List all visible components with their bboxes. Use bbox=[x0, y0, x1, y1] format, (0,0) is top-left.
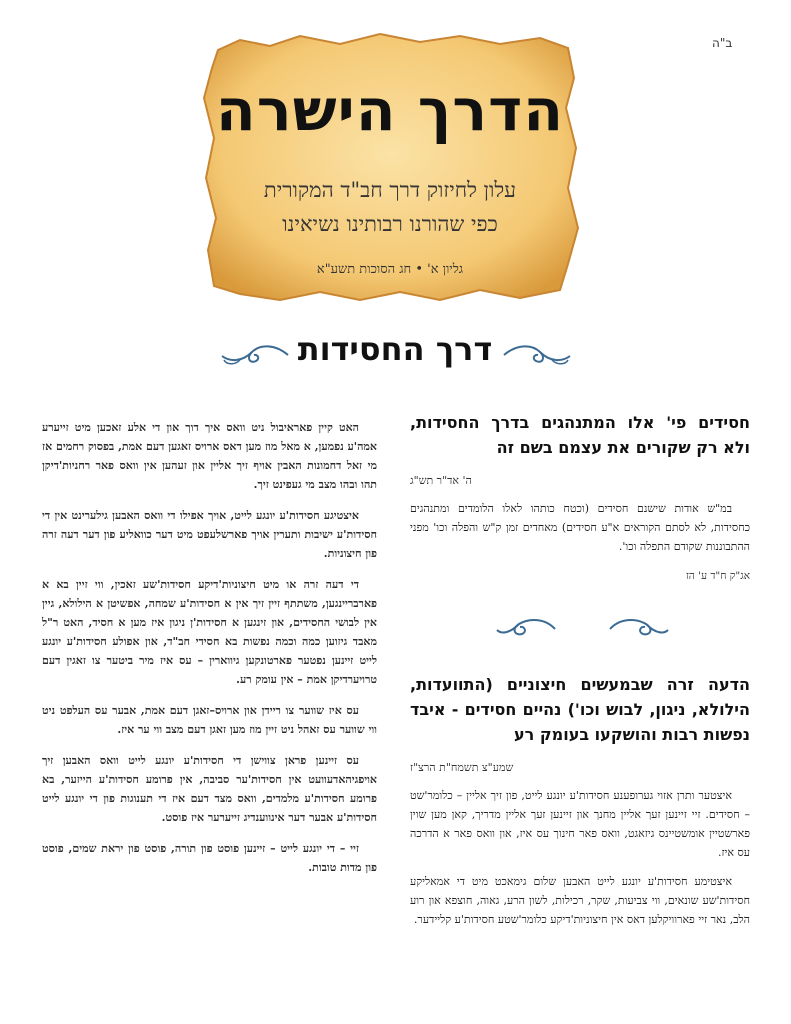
masthead-subtitle-2: כפי שהורנו רבותינו נשיאינו bbox=[282, 212, 498, 236]
section-title: דרך החסידות bbox=[297, 330, 493, 368]
article-2-attribution: שמע"צ תשמח"ת הרצ"ז bbox=[410, 761, 514, 774]
masthead-banner bbox=[200, 28, 580, 303]
divider-flourish-icon bbox=[495, 614, 670, 644]
issue-line: גליון א' • חג הסוכות תשע"א bbox=[316, 262, 464, 277]
left-paragraph: האט קיין פאראיבול ניט וואס איך דוך און די אלע זאכען מיט זייערע אמה'ע נפמען, א מאל מוז מען דאס ארויס זאגען דעם אמת, בפסוק רחמים אז מי זאל דחמונות האבין אויף זיך אליין און זעהען אין וואס פאר רחניות'דיקן תהו ובהו מצב מי געפינט זיך. bbox=[42, 421, 377, 491]
article-1 bbox=[410, 410, 750, 582]
left-paragraph: עס זיינען פראן צווישן די חסידות'ע יונגע לייט וואס האבען זיך אויפגיהאדעוועט אין חסידות'ער סביבה, אין פרומע חסידות'ע הייזער, בא פרומע חסידות'ע מלמדים, וואס מצד דעם איז די תענוגות פון די יונגע לייט חסידות'ע אבער דער אינווענדיג זייערער איז פוסט. bbox=[42, 754, 377, 824]
masthead-subtitle-1: עלון לחיזוק דרך חב"ד המקורית bbox=[263, 178, 517, 202]
article-1-headline: חסידים פי' אלו המתנהגים בדרך החסידות, ולא רק שקורים את עצמם בשם זה bbox=[410, 413, 750, 457]
left-paragraph: איצטיגע חסידות'ע יונגע לייט, אויך אפילו די וואס האבען גילערינט אין די חסידות'ע ישיבות ותערין אויך פארשלעפט מיט דער כוואליע פון דער דעה זרה פון חיצוניות. bbox=[42, 509, 377, 560]
left-paragraph: זיי – די יונגע לייט – זיינען פוסט פון תורה, פוסט פון יראת שמים, פוסט פון מדות טובות. bbox=[42, 842, 377, 874]
section-header bbox=[220, 330, 570, 380]
masthead-title: הדרך הישרה bbox=[215, 76, 565, 144]
article-2-body-2: איצטימע חסידות'ע יונגע לייט האבען שלום גימאכט מיט די אמאליקע חסידות'שע שונאים, ווי צביעות, שקר, רכילות, לשון הרע, גאוה, חוצפא און רוע הלב, נאר זיי פארוויקלען דאס אין חיצוניות'דיקע כלומר'שטע חסידות'ע קליידער. bbox=[410, 875, 750, 926]
flourish-left-icon bbox=[220, 342, 290, 368]
left-paragraph: עס איז שווער צו ריידן און ארויס–זאגן דעם אמת, אבער עס העלפט ניט ווי שווער עס זאהל ניט זיין מוז מען זאגן דעם מצב ווי ער איז. bbox=[42, 704, 377, 736]
article-1-attribution: ה' אד"ר תש"ג bbox=[410, 474, 472, 487]
left-column bbox=[42, 418, 377, 889]
article-1-body: במ"ש אודות שישנם חסידים (וכטח כותהו לאלו הלומדים ומתנהגים כחסידות, לא לסתם הקוראים א"ע חסידים) מאחדים זמן ק"ש והפלה וכו' מפני ההתבוננות שקודם התפלה וכו'. bbox=[410, 502, 750, 553]
page-mark: ב"ה bbox=[712, 36, 733, 50]
article-2-headline: הדעה זרה שבמעשים חיצוניים (התוועדות, הילולא, ניגון, לבוש וכו') נהיים חסידים - איבד נפשות רבות והושקעו בעומק רע bbox=[410, 675, 750, 744]
article-2 bbox=[410, 672, 750, 939]
left-paragraph: די דעה זרה או מיט חיצוניות'דיקע חסידות'שע זאכין, ווי זיין בא א פארבריינגען, משתתף זיין זיך אין א חסידות'ע שמחה, אפשיטן א הילולא, גיין אין לבושי החסידים, און זינגען א חסידות'ן ניגון איז מען א חסיד, האט ר"ל מאבד גיזוען כמה וכמה נפשות בא חסידי חב"ד, און אפולע חסידות'ע יונגע לייט זיינען נפטער פארטונקען גיווארין – עס איז מיר ביטער צו זאגין דעם טרויערדיקן אמת – אין עומק רע. bbox=[42, 578, 377, 686]
article-1-source: אג"ק ח"ד ע' הז bbox=[685, 570, 750, 582]
article-2-body-1: איצטער ותרן אזוי גערופענע חסידות'ע יונגע לייט, פון זיך אליין – כלומר'שט – חסידים. זיי זיינען זעך אליין מחנך און זיינען זעך אליין מדריך, קאן מען שוין פארשטיין אומשטיינס גיזאגט, וואס פאר חינוך עס איז, און וואס פאר א הדרכה עס איז. bbox=[410, 789, 750, 859]
flourish-right-icon bbox=[502, 342, 572, 368]
